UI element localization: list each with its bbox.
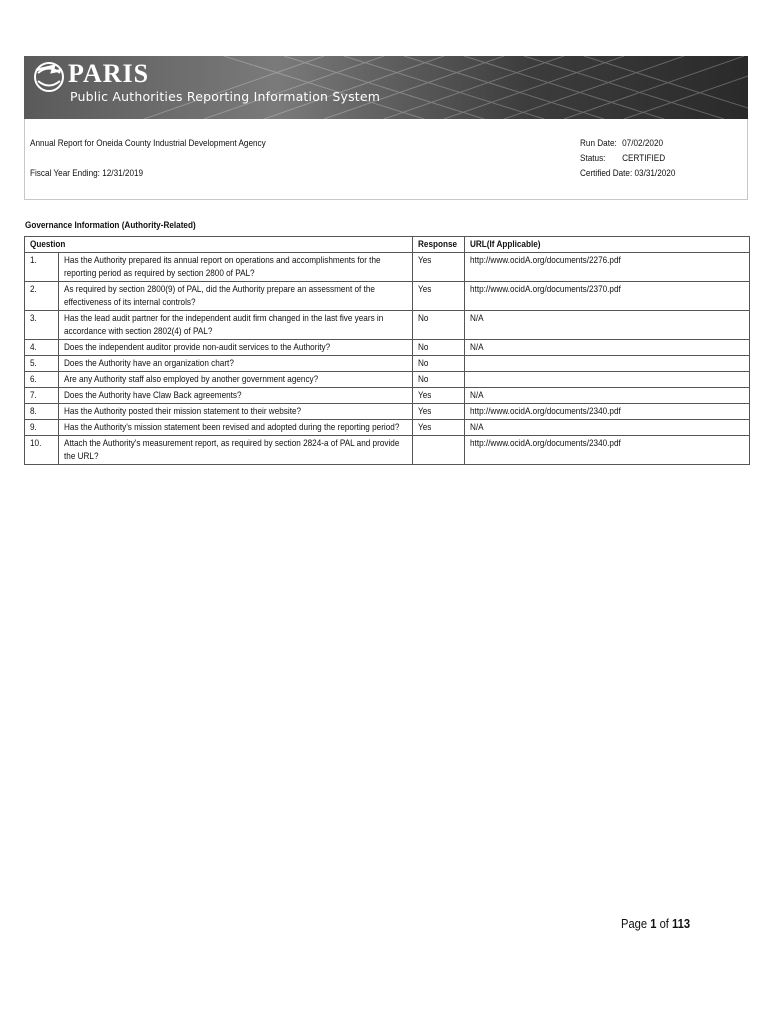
response-value: Yes <box>413 282 465 311</box>
paris-banner <box>24 56 748 119</box>
response-value: No <box>413 340 465 356</box>
url-link: N/A <box>465 420 750 436</box>
response-value: Yes <box>413 253 465 282</box>
question-text: Does the Authority have an organization chart? <box>59 356 413 372</box>
url-link[interactable]: http://www.ocidA.org/documents/2370.pdf <box>465 282 750 311</box>
question-text: Has the Authority posted their mission statement to their website? <box>59 404 413 420</box>
response-header: Response <box>413 237 465 253</box>
table-body <box>25 253 750 465</box>
status-label: Status: <box>580 153 606 164</box>
response-value: No <box>413 356 465 372</box>
table-row <box>25 282 750 311</box>
table-row <box>25 404 750 420</box>
url-link: N/A <box>465 388 750 404</box>
response-value: No <box>413 311 465 340</box>
url-link <box>465 356 750 372</box>
page-total: 113 <box>672 916 691 931</box>
question-text: Are any Authority staff also employed by another government agency? <box>59 372 413 388</box>
question-text: Has the Authority's mission statement been revised and adopted during the reporting period? <box>59 420 413 436</box>
row-number: 9. <box>25 420 59 436</box>
response-value: Yes <box>413 388 465 404</box>
response-value: No <box>413 372 465 388</box>
row-number: 5. <box>25 356 59 372</box>
section-title: Governance Information (Authority-Related) <box>25 220 196 231</box>
table-row <box>25 388 750 404</box>
question-text: Does the Authority have Claw Back agreements? <box>59 388 413 404</box>
question-text: As required by section 2800(9) of PAL, did the Authority prepare an assessment of the effectiveness of its internal controls? <box>59 282 413 311</box>
certified-date: Certified Date: 03/31/2020 <box>580 168 676 179</box>
url-link[interactable]: http://www.ocidA.org/documents/2340.pdf <box>465 436 750 465</box>
row-number: 8. <box>25 404 59 420</box>
run-date-label: Run Date: <box>580 138 617 149</box>
response-value: Yes <box>413 420 465 436</box>
row-number: 3. <box>25 311 59 340</box>
table-row <box>25 436 750 465</box>
url-link: N/A <box>465 311 750 340</box>
url-link: N/A <box>465 340 750 356</box>
question-text: Has the Authority prepared its annual report on operations and accomplishments for the reporting period as required by section 2800 of PAL? <box>59 253 413 282</box>
page-number <box>621 916 690 931</box>
report-title: Annual Report for Oneida County Industrial Development Agency <box>30 138 266 149</box>
paris-logo-icon <box>32 60 66 94</box>
report-header <box>24 119 748 200</box>
row-number: 1. <box>25 253 59 282</box>
status-value: CERTIFIED <box>622 153 666 164</box>
fiscal-year: Fiscal Year Ending: 12/31/2019 <box>30 168 144 179</box>
question-header: Question <box>25 237 59 253</box>
question-text: Has the lead audit partner for the independent audit firm changed in the last five years in accordance with section 2802(4) of PAL? <box>59 311 413 340</box>
url-link[interactable]: http://www.ocidA.org/documents/2340.pdf <box>465 404 750 420</box>
url-header: URL(If Applicable) <box>465 237 750 253</box>
response-value <box>413 436 465 465</box>
run-date-value: 07/02/2020 <box>622 138 664 149</box>
response-value: Yes <box>413 404 465 420</box>
row-number: 6. <box>25 372 59 388</box>
table-row <box>25 372 750 388</box>
row-number: 7. <box>25 388 59 404</box>
table-row <box>25 356 750 372</box>
url-link[interactable]: http://www.ocidA.org/documents/2276.pdf <box>465 253 750 282</box>
page-current: 1 <box>650 916 657 931</box>
brand-subtitle: Public Authorities Reporting Information System <box>70 89 381 104</box>
table-row <box>25 311 750 340</box>
question-text: Attach the Authority's measurement report, as required by section 2824-a of PAL and provide the URL? <box>59 436 413 465</box>
table-header-row <box>25 237 750 253</box>
row-number: 10. <box>25 436 59 465</box>
row-number: 4. <box>25 340 59 356</box>
question-text: Does the independent auditor provide non-audit services to the Authority? <box>59 340 413 356</box>
row-number: 2. <box>25 282 59 311</box>
brand-name: PARIS <box>68 59 150 88</box>
page-prefix: Page <box>621 916 648 931</box>
table-row <box>25 420 750 436</box>
table-row <box>25 253 750 282</box>
page-of: of <box>659 916 669 931</box>
url-link <box>465 372 750 388</box>
governance-table <box>24 236 750 465</box>
table-row <box>25 340 750 356</box>
